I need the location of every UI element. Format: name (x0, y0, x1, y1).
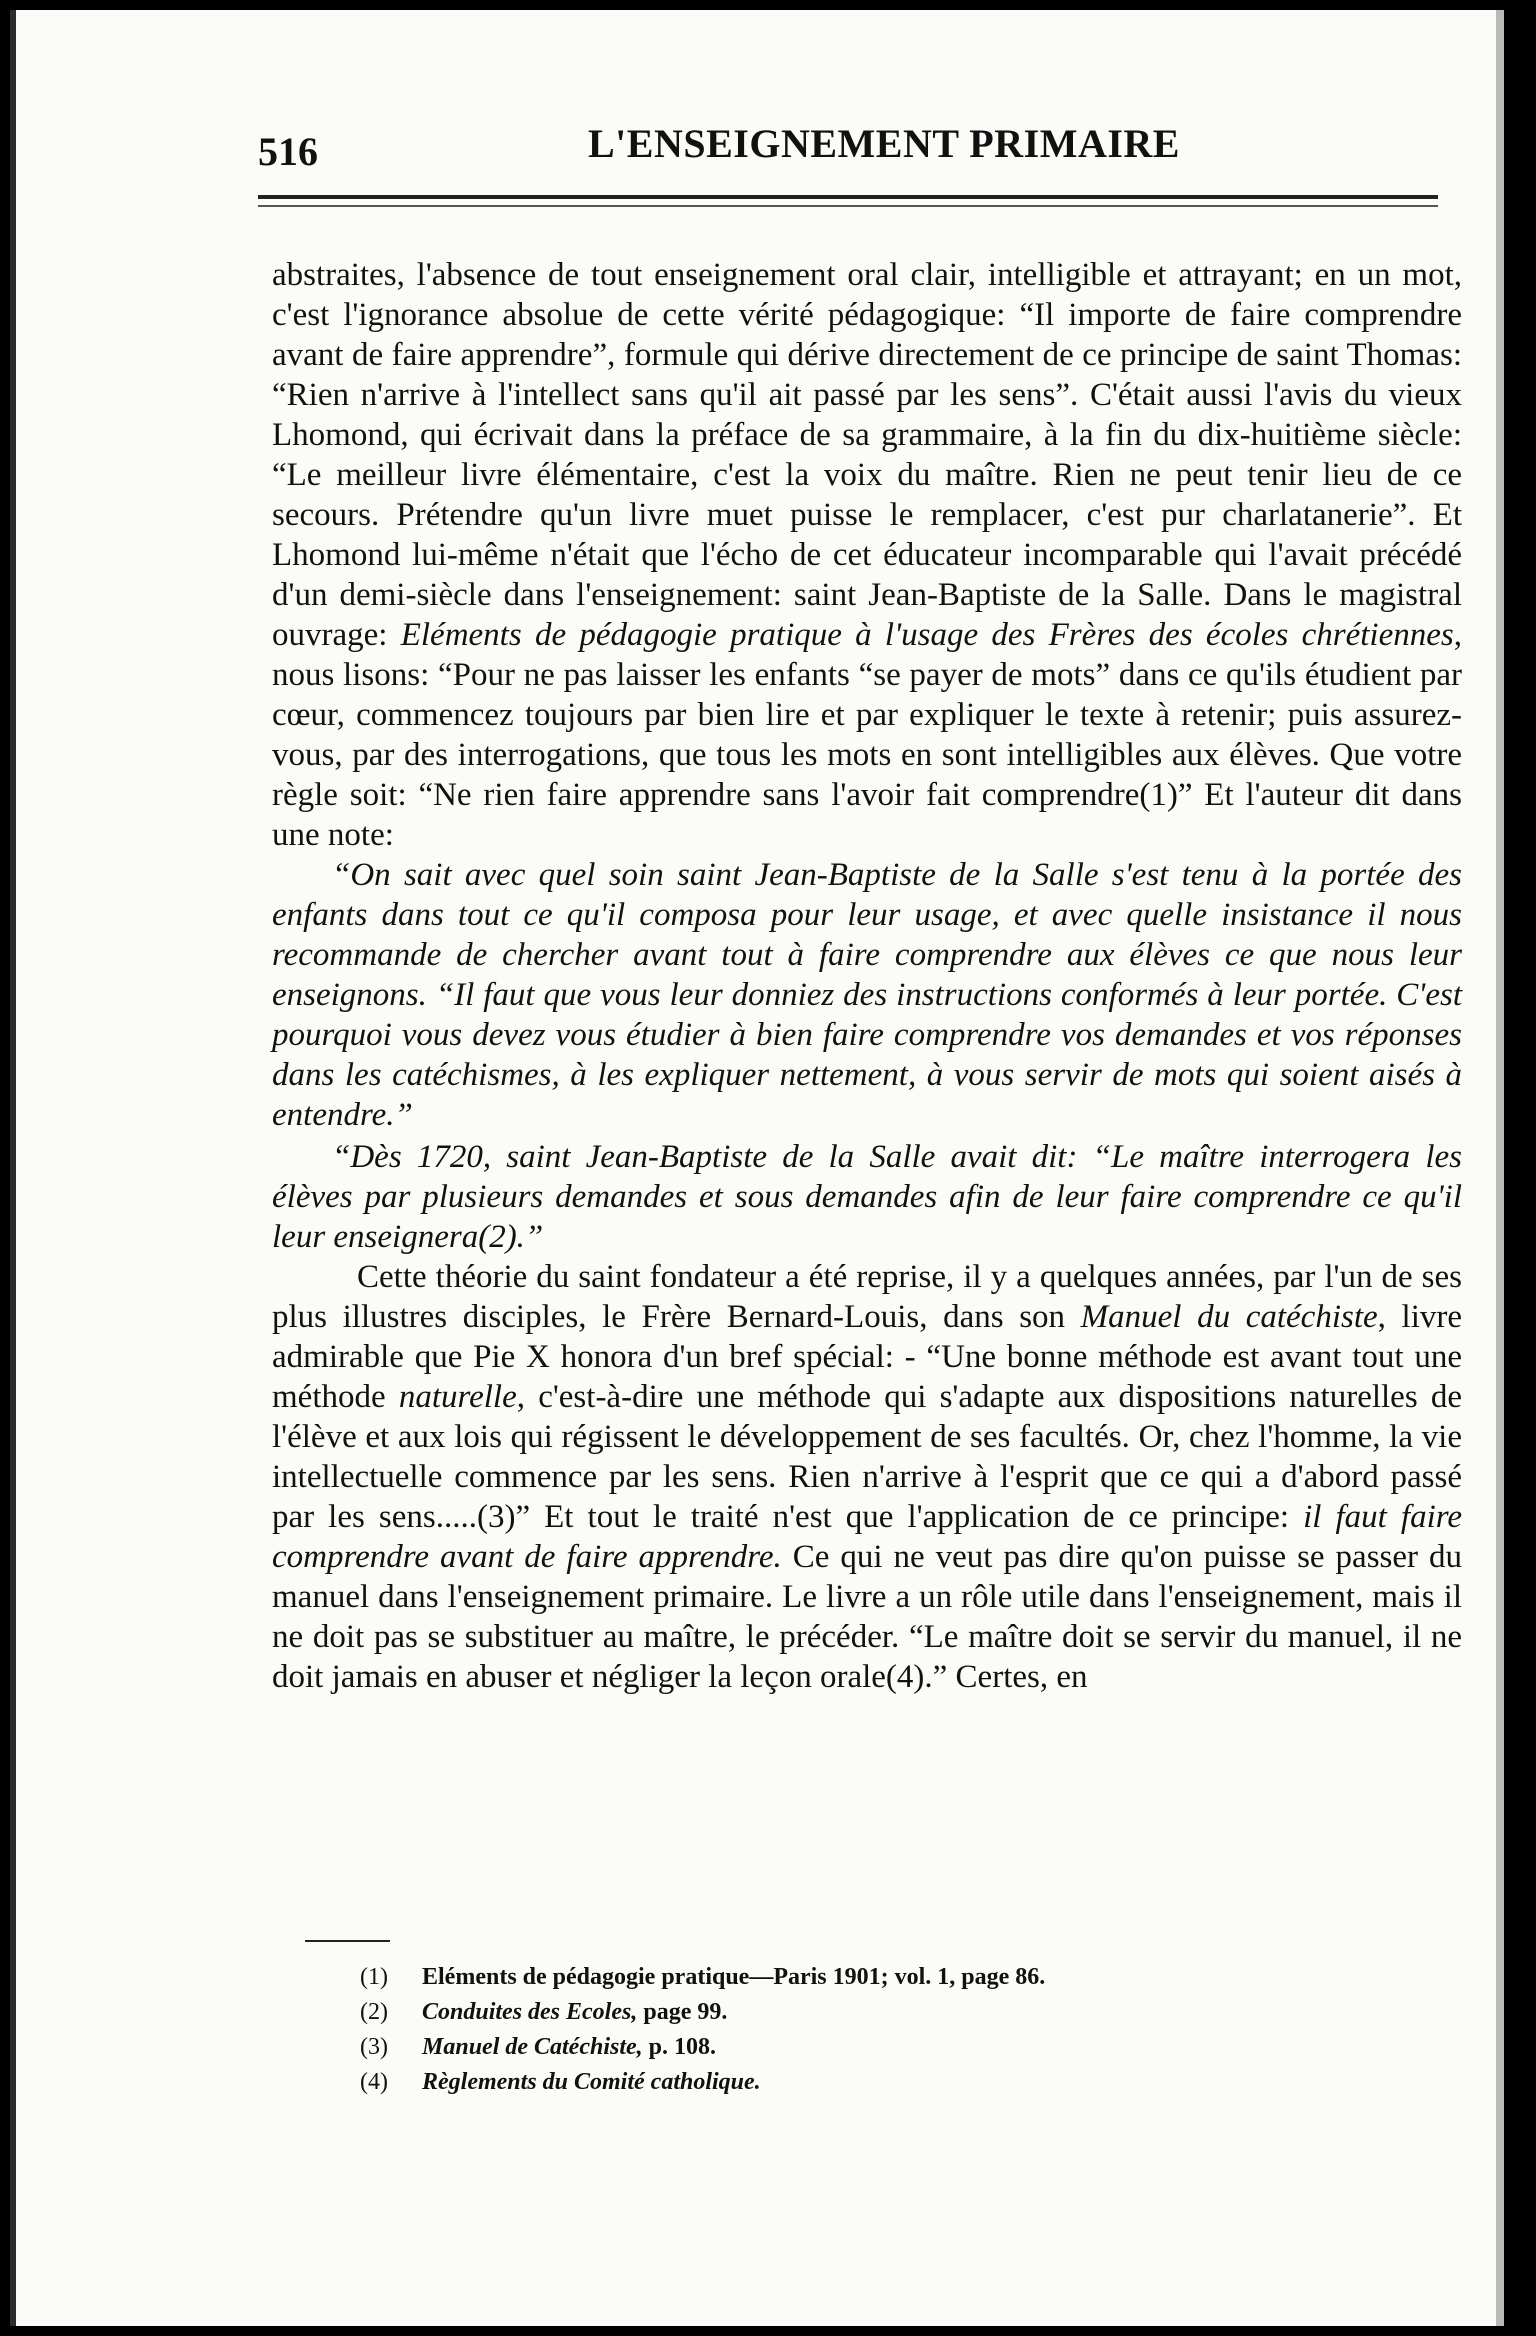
quotation-1: “On sait avec quel soin saint Jean-Baptiste de la Salle s'est tenu à la portée des enfants dans tout ce qu'il composa pour leur usage, et avec quelle insistance il nous recommande de chercher avant tout à faire comprendre aux élèves ce que nous leur enseignons. “Il faut que vous leur donniez des instructions conformés à leur portée. C'est pourquoi vous devez vous étudier à bien faire comprendre vos demandes et vos réponses dans les catéchismes, à les expliquer nettement, à vous servir de mots qui soient aisés à entendre.” (272, 857, 1462, 1133)
paragraph-2-text-b: , livre admirable que Pie X honora d'un bref spécial: - “Une bonne méthode est avant tout une méthode (272, 1299, 1462, 1415)
page-header (258, 120, 1458, 174)
footnote (360, 2030, 1260, 2065)
footnote-text: Eléments de pédagogie pratique—Paris 1901; vol. 1, page 86. (422, 1964, 1046, 1990)
book-title-elements: Eléments de pédagogie pratique à l'usage des Frères des écoles chrétiennes (400, 617, 1454, 653)
footnote-text: page 99. (637, 1999, 728, 2025)
book-title-manuel: Manuel du catéchiste (1080, 1299, 1378, 1335)
quotation-2: “Dès 1720, saint Jean-Baptiste de la Salle avait dit: “Le maître interrogera les élèves par plusieurs demandes et sous demandes afin de leur faire comprendre ce qu'il leur enseignera(2).” (272, 1139, 1462, 1255)
paragraph-1 (272, 255, 1462, 855)
header-rule (258, 195, 1438, 207)
footnote (360, 1960, 1260, 1995)
footnotes (360, 1960, 1260, 2100)
footnote-title: Manuel de Catéchiste, (422, 2034, 643, 2060)
paragraph-2-text-c: , c'est-à-dire une méthode qui s'adapte aux dispositions naturelles de l'élève et aux lois qui régissent le développement de ses facultés. Or, chez l'homme, la vie intellectuelle commence par les sens. Rien n'arrive à l'esprit que ce qui a d'abord passé par les sens.....(3)” Et tout le traité n'est que l'application de ce principe: (272, 1379, 1462, 1535)
paragraph-1-text-a: abstraites, l'absence de tout enseignement oral clair, intelligible et attrayant; en un mot, c'est l'ignorance absolue de cette vérité pédagogique: “Il importe de faire comprendre avant de faire apprendre”, formule qui dérive directement de ce principe de saint Thomas: “Rien n'arrive à l'intellect sans qu'il ait passé par les sens”. C'était aussi l'avis du vieux Lhomond, qui écrivait dans la préface de sa grammaire, à la fin du dix-huitième siècle: “Le meilleur livre élémentaire, c'est la voix du maître. Rien ne peut tenir lieu de ce secours. Prétendre qu'un livre muet puisse le remplacer, c'est pur charlatanerie”. Et Lhomond lui-même n'était que l'écho de cet éducateur incomparable qui l'avait précédé d'un demi-siècle dans l'enseignement: saint Jean-Baptiste de la Salle. Dans le magistral ouvrage: (272, 257, 1462, 653)
page-number: 516 (258, 129, 318, 174)
footnote (360, 2065, 1260, 2100)
footnote-text: p. 108. (642, 2034, 717, 2060)
word-naturelle: naturelle (398, 1379, 517, 1415)
main-text (272, 255, 1462, 1697)
running-title: L'ENSEIGNEMENT PRIMAIRE (588, 121, 1180, 166)
footnote-title: Conduites des Ecoles, (422, 1999, 638, 2025)
footnote-number: (1) (360, 1964, 388, 1990)
footnote-title: Règlements du Comité catholique. (422, 2069, 761, 2095)
footnote-number: (2) (360, 1999, 388, 2025)
footnote-number: (4) (360, 2069, 388, 2095)
paragraph-2-text-d: Ce qui ne veut pas dire qu'on puisse se passer du manuel dans l'enseignement primaire. Le livre a un rôle utile dans l'enseignement, mais il ne doit pas se substituer au maître, le précéder. “Le maître doit se servir du manuel, il ne doit jamais en abuser et négliger la leçon orale(4).” Certes, en (272, 1539, 1462, 1695)
book-page (10, 10, 1504, 2326)
page-edge-shadow (10, 10, 16, 2326)
paragraph-2-text-a: Cette théorie du saint fondateur a été reprise, il y a quelques années, par l'un de ses plus illustres disciples, le Frère Bernard-Louis, dans son (272, 1259, 1462, 1335)
footnote-rule (305, 1940, 390, 1942)
paragraph-1-text-b: , nous lisons: “Pour ne pas laisser les enfants “se payer de mots” dans ce qu'ils étudient par cœur, commencez toujours par bien lire et par expliquer le texte à retenir; puis assurez-vous, par des interrogations, que tous les mots en sont intelligibles aux élèves. Que votre règle soit: “Ne rien faire apprendre sans l'avoir fait comprendre(1)” Et l'auteur dit dans une note: (272, 617, 1462, 853)
paragraph-2 (272, 1257, 1462, 1697)
principle-phrase: il faut faire comprendre avant de faire apprendre. (272, 1499, 1462, 1575)
footnote (360, 1995, 1260, 2030)
footnote-number: (3) (360, 2034, 388, 2060)
